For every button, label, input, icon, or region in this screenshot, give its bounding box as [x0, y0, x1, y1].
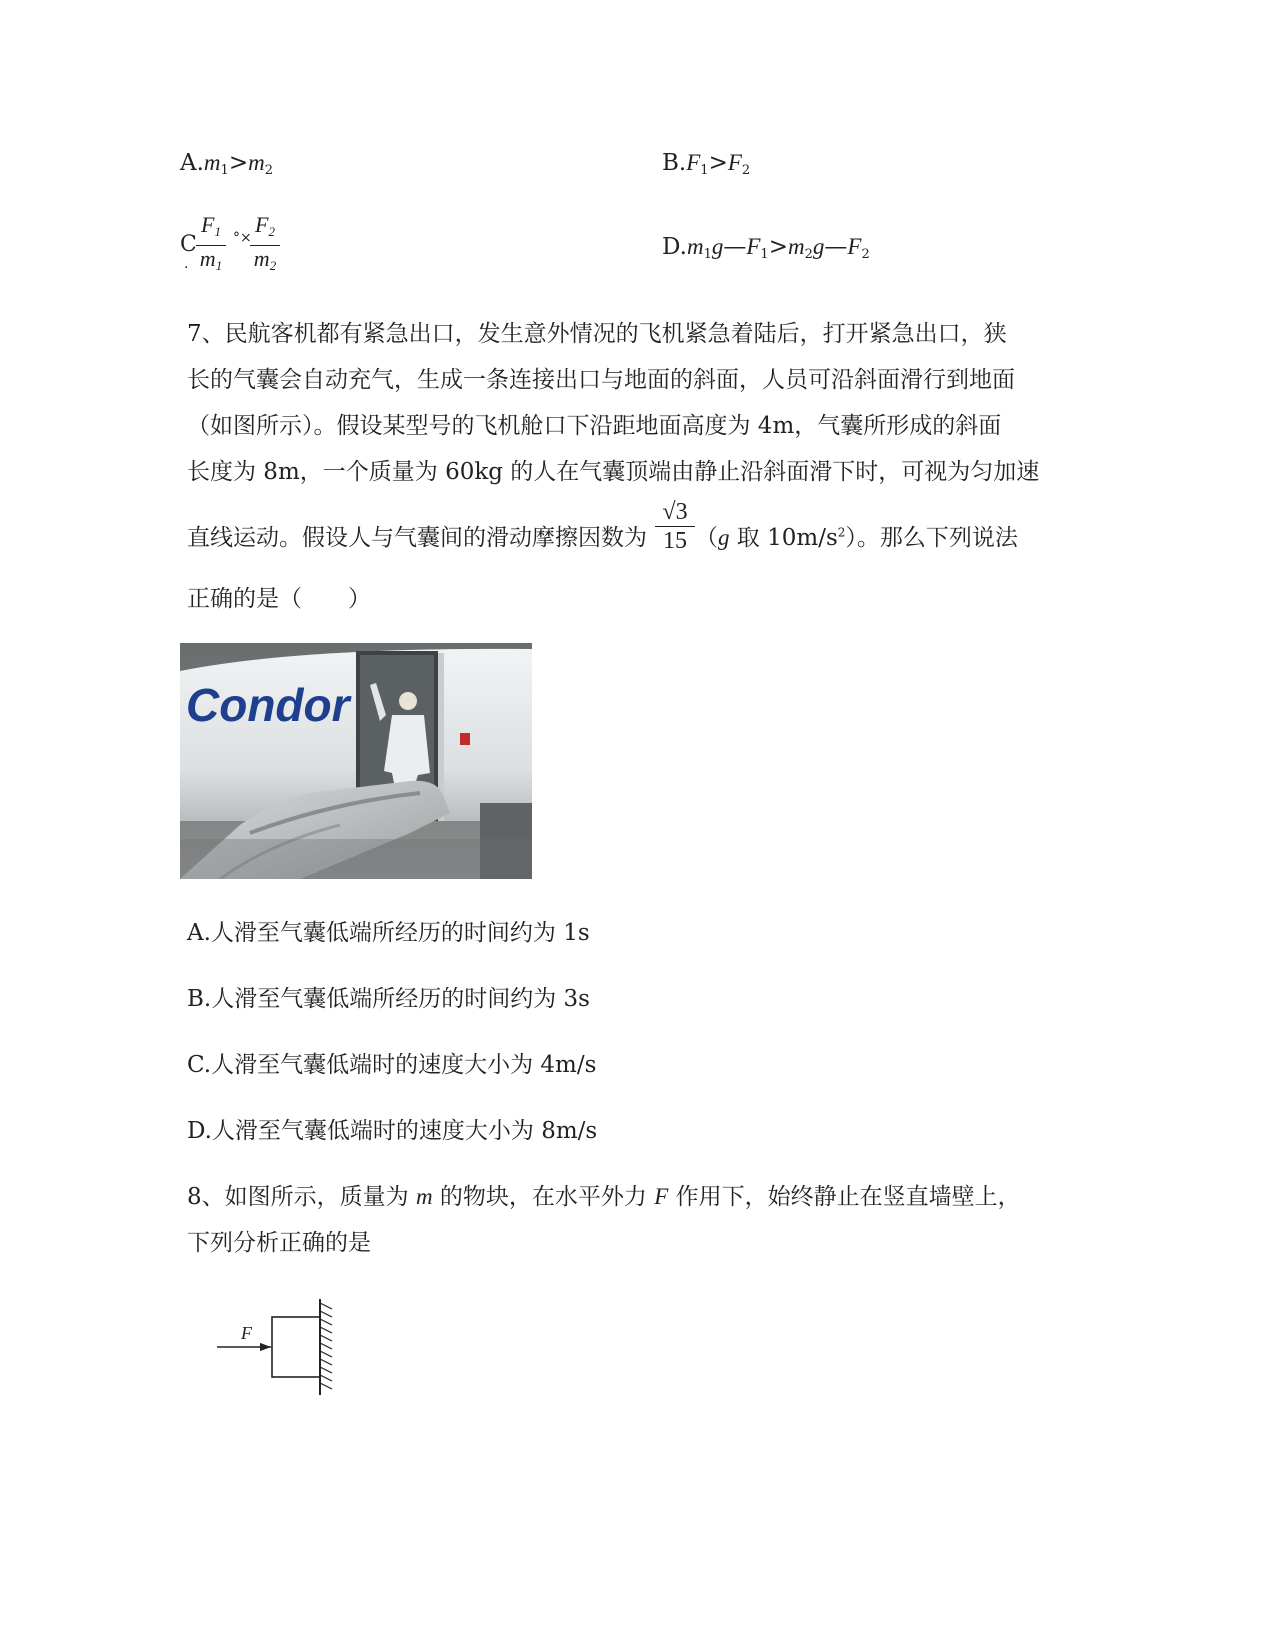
- block-wall-diagram: [205, 1295, 355, 1400]
- fraction-f2-m2: $F_2$ $m_2$: [250, 212, 280, 279]
- q6-option-d: $D.m_1g—F_1>m_2g—F_2$: [662, 234, 870, 262]
- airplane-slide-photo: [180, 643, 532, 879]
- q6-option-a: $A.m_1>m_2$: [180, 150, 274, 178]
- q7-line-5: 直线运动。假设人与气囊间的滑动摩擦因数为 （g 取 $10m/s^2$）。那么下列说法: [187, 525, 1018, 551]
- photo-logo-text: Condor: [186, 679, 350, 731]
- friction-fraction: √3 15: [655, 498, 695, 555]
- q7-option-d: D.人滑至气囊低端时的速度大小为 8m/s: [187, 1118, 598, 1144]
- q7-line-1: 7、民航客机都有紧急出口，发生意外情况的飞机紧急着陆后，打开紧急出口，狭: [187, 321, 1007, 347]
- q7-line-6: 正确的是（ ）: [187, 586, 371, 612]
- q7-line-4: 长度为 8m，一个质量为 60kg 的人在气囊顶端由静止沿斜面滑下时，可视为匀加速: [187, 459, 1040, 485]
- q8-line-2: 下列分析正确的是: [187, 1230, 371, 1256]
- fraction-f1-m1: $F_1$ $m_1$: [196, 212, 226, 279]
- q6-option-b: $B.F_1>F_2$: [662, 150, 751, 178]
- q7-option-a: A.人滑至气囊低端所经历的时间约为 1s: [187, 920, 590, 946]
- q8-line-1: 8、如图所示，质量为 m 的物块，在水平外力 F 作用下，始终静止在竖直墙壁上，: [187, 1184, 1021, 1210]
- force-label: F: [241, 1323, 252, 1343]
- q7-line-2: 长的气囊会自动充气，生成一条连接出口与地面的斜面，人员可沿斜面滑行到地面: [187, 367, 1015, 393]
- q7-line-3: （如图所示）。假设某型号的飞机舱口下沿距地面高度为 4m，气囊所形成的斜面: [187, 413, 1002, 439]
- q6-option-c: C . $F_1$ $m_1$ °× $F_2$ $m_2$: [180, 212, 300, 278]
- q7-option-b: B.人滑至气囊低端所经历的时间约为 3s: [187, 986, 590, 1012]
- q7-option-c: C.人滑至气囊低端时的速度大小为 4m/s: [187, 1052, 597, 1078]
